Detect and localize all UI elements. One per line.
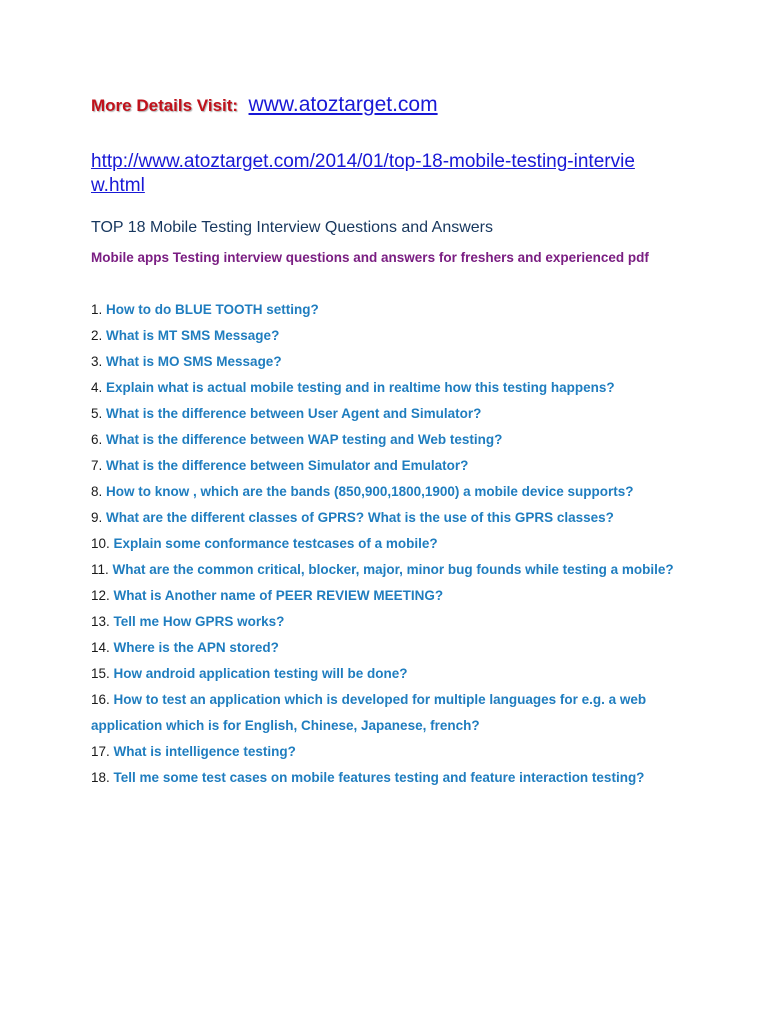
question-item	[91, 349, 691, 375]
question-text[interactable]: What is the difference between User Agent and Simulator?	[106, 406, 482, 421]
question-text[interactable]: What is Another name of PEER REVIEW MEETING?	[113, 588, 444, 603]
question-text[interactable]: Where is the APN stored?	[113, 640, 279, 655]
question-text[interactable]: How to know , which are the bands (850,900,1800,1900) a mobile device supports?	[106, 484, 634, 499]
question-item	[91, 375, 691, 401]
question-text[interactable]: Explain some conformance testcases of a mobile?	[113, 536, 438, 551]
question-item	[91, 739, 691, 765]
question-item	[91, 505, 691, 531]
question-number: 11.	[91, 562, 109, 577]
question-number: 18.	[91, 770, 110, 785]
question-number: 4.	[91, 380, 103, 395]
more-details-row	[91, 93, 438, 117]
site-link[interactable]: www.atoztarget.com	[248, 93, 438, 116]
question-number: 16.	[91, 692, 110, 707]
question-text[interactable]: Explain what is actual mobile testing and in realtime how this testing happens?	[106, 380, 615, 395]
question-text[interactable]: Tell me some test cases on mobile features testing and feature interaction testing?	[113, 770, 645, 785]
question-number: 6.	[91, 432, 103, 447]
question-number: 5.	[91, 406, 103, 421]
question-text[interactable]: What is the difference between WAP testing and Web testing?	[106, 432, 503, 447]
question-text[interactable]: Tell me How GPRS works?	[113, 614, 285, 629]
question-number: 2.	[91, 328, 103, 343]
question-number: 8.	[91, 484, 103, 499]
question-item	[91, 609, 691, 635]
question-number: 14.	[91, 640, 110, 655]
question-number: 15.	[91, 666, 110, 681]
document-subtitle: Mobile apps Testing interview questions and answers for freshers and experienced pdf	[91, 250, 649, 265]
question-item	[91, 687, 691, 739]
question-item	[91, 323, 691, 349]
question-text[interactable]: How to test an application which is developed for multiple languages for e.g. a web application which is for English, Chinese, Japanese, french?	[91, 692, 647, 733]
question-item	[91, 583, 691, 609]
question-list	[91, 297, 691, 791]
question-item	[91, 765, 691, 791]
question-number: 10.	[91, 536, 110, 551]
question-item	[91, 661, 691, 687]
more-details-label: More Details Visit:	[91, 96, 239, 115]
question-text[interactable]: How to do BLUE TOOTH setting?	[106, 302, 319, 317]
question-item	[91, 479, 691, 505]
question-item	[91, 557, 691, 583]
question-text[interactable]: What is MO SMS Message?	[106, 354, 282, 369]
question-number: 13.	[91, 614, 110, 629]
question-item	[91, 531, 691, 557]
question-text[interactable]: How android application testing will be done?	[113, 666, 408, 681]
article-url-link[interactable]: http://www.atoztarget.com/2014/01/top-18-mobile-testing-interview.html	[91, 151, 635, 196]
question-number: 7.	[91, 458, 103, 473]
question-text[interactable]: What is MT SMS Message?	[106, 328, 280, 343]
question-number: 3.	[91, 354, 103, 369]
question-text[interactable]: What are the different classes of GPRS? What is the use of this GPRS classes?	[106, 510, 614, 525]
question-number: 17.	[91, 744, 110, 759]
question-text[interactable]: What is intelligence testing?	[113, 744, 296, 759]
question-item	[91, 453, 691, 479]
question-number: 9.	[91, 510, 103, 525]
question-text[interactable]: What is the difference between Simulator and Emulator?	[106, 458, 469, 473]
question-item	[91, 427, 691, 453]
question-item	[91, 401, 691, 427]
question-text[interactable]: What are the common critical, blocker, major, minor bug founds while testing a mobile?	[112, 562, 674, 577]
question-item	[91, 297, 691, 323]
question-number: 1.	[91, 302, 103, 317]
question-number: 12.	[91, 588, 110, 603]
document-title: TOP 18 Mobile Testing Interview Questions and Answers	[91, 219, 493, 236]
question-item	[91, 635, 691, 661]
